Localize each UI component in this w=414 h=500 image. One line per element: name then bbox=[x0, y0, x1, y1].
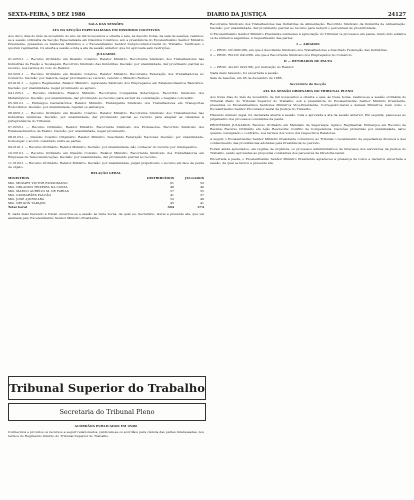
paragraph: 2 — PROC. RO-DC 0412/86, em que é Recorrente Sindicato dos Empregados no Comércio. bbox=[210, 53, 353, 58]
paragraph: 11.3103-1 — Recurso Ordinário. Relator Ministro. Decisão: por unanimidade, julgar prejudicado o recurso em face da perda de objeto. bbox=[8, 160, 204, 169]
paragraph: A seguir, o Excelentíssimo Senhor Ministro Presidente comunicou ao Tribunal o recebimento de expedientes diversos e deu conhecimento das providências adotadas pela Presidência no período. bbox=[210, 137, 406, 146]
distribution-col: MINISTROS bbox=[8, 176, 30, 181]
paragraph: Conhecidos e providos os recursos a seguir relacionados, publicam-se os acórdãos para ciência das partes interessadas, nos termos do Regimento Interno do Tribunal Superior do Trabalho. bbox=[8, 429, 204, 438]
left-heading-secondary: ATA DA SECÇÃO ESPECIALIZADA EM DISSÍDIOS COLETIVOS bbox=[52, 27, 160, 32]
cell: 40 bbox=[200, 184, 204, 189]
cell: Min. GUIMARÃES FALCÃO bbox=[8, 192, 52, 197]
cell: 274 bbox=[197, 205, 204, 210]
paragraph: 07.2233-1 — Recurso Ordinário. Relator Ministro. Recorrente Sindicato dos Professores. Recorrido Sindicato dos Estabelecimentos de Ensino. Decisão: por unanimidade, negar provimento. bbox=[8, 125, 204, 134]
header-page-number: 24127 bbox=[387, 12, 406, 18]
page-header bbox=[8, 4, 406, 19]
right-column bbox=[210, 22, 406, 167]
cell: 55 bbox=[200, 188, 204, 193]
paragraph: Aos cinco dias do mês de novembro do ano de mil novecentos e oitenta e seis, às dezoito horas, na sala de sessões, realizou-se a sessão ordinária da Secção Especializada em Dissídios Coletivos, sob a presidência do Excelentíssimo Senhor Ministro Presidente, presentes os Senhores Ministros e o Excelentíssimo Senhor Subprocurador-Geral do Trabalho. Verificado o quorum regimental, foi aberta a sessão e lida a ata da sessão anterior, que foi aprovada sem restrições. bbox=[8, 33, 204, 50]
cell: 41 bbox=[170, 192, 174, 197]
section-box bbox=[8, 403, 206, 421]
cell: 37 bbox=[200, 192, 204, 197]
section-box-text: Secretaria do Tribunal Pleno bbox=[59, 408, 155, 416]
paragraph: Encerrada a pauta, o Excelentíssimo Senhor Ministro Presidente agradeceu a presença de todos e declarou encerrada a sessão, da qual se lavrou a presente ata. bbox=[210, 156, 406, 166]
cell: Min. JOSÉ AJURICABA bbox=[8, 197, 44, 202]
paragraph: 05.3012-1 — Embargos Declaratórios. Relator Ministro. Embargante Sindicato dos Trabalhadores em Transportes Rodoviários. Decisão: por unanimidade, rejeitar os embargos. bbox=[8, 101, 204, 110]
left-column bbox=[8, 22, 204, 222]
paragraph: II — RETIRADOS DE PAUTA bbox=[283, 59, 333, 64]
distribution-title: RELAÇÃO GERAL bbox=[90, 170, 122, 175]
cell: 304 bbox=[167, 205, 174, 210]
paragraph: 10.3310-1 — Recurso Ordinário em Dissídio Coletivo. Relator Ministro. Recorrente Sindicato dos Trabalhadores em Empresas de Telecomunicações. Decisão: por unanimidade, dar provimento parcial ao recurso. bbox=[8, 150, 204, 159]
cell: Min. NELSON TAPAJÓS bbox=[8, 201, 46, 206]
paragraph: Aos treze dias do mês de novembro de mil novecentos e oitenta e seis, às treze horas, realizou-se a sessão ordinária do Tribunal Pleno do Tribunal Superior do Trabalho, sob a presidência do Excelentíssimo Senhor Ministro Presidente, presentes os Excelentíssimos Senhores Ministros Vice-Presidente, Corregedor-Geral e demais Ministros, bem como o Excelentíssimo Senhor Procurador-Geral da Justiça do Trabalho. bbox=[210, 94, 406, 112]
paragraph: Foram ainda apreciados, em regime de urgência, os processos administrativos de interesse dos servidores da Justiça do Trabalho, sendo aprovadas as propostas constantes dos pareceres da Diretoria-Geral. bbox=[210, 147, 406, 156]
paragraph: 02.3221-1 — Recurso Ordinário em Dissídio Coletivo. Relator Ministro. Recorrente Federação dos Trabalhadores no Comércio. Decisão: por maioria, negar provimento ao recurso, vencido o Ministro Revisor. bbox=[8, 71, 204, 80]
cell: Total Geral bbox=[8, 205, 28, 210]
left-bottom-text bbox=[8, 424, 204, 440]
paragraph: PROCESSOS JULGADOS: Recurso Ordinário em Mandado de Segurança; Agravo Regimental; Embargos em Recurso de Revista; Recurso Ordinário em Ação Rescisória; Conflito de Competência. Decisões proferidas por unanimidade, salvo quando consignado o contrário, nos termos dos votos dos respectivos Relatores. bbox=[210, 123, 406, 136]
paragraph: Havendo número legal, foi declarada aberta a sessão. Lida e aprovada a ata da sessão anterior. Em seguida, passou-se ao julgamento dos processos constantes da pauta. bbox=[210, 113, 406, 122]
closing-paragraph: E, nada mais havendo a tratar, encerrou-se a sessão às vinte horas, da qual eu, Secretário, lavrei a presente ata, que vai assinada pelo Excelentíssimo Senhor Ministro Presidente. bbox=[8, 211, 204, 220]
paragraph: 1 — PROC. DC-0001/86, em que é Suscitante Sindicato dos Trabalhadores e Suscitado Federação das Indústrias. bbox=[210, 47, 388, 52]
paragraph: O Excelentíssimo Senhor Ministro Presidente submeteu à apreciação do Tribunal os processos em pauta, tendo sido adiados os de números seguintes, a requerimento das partes. bbox=[210, 31, 406, 41]
paragraph: Sala de Sessões, em 05 de dezembro de 1986. bbox=[210, 76, 283, 81]
tst-banner bbox=[8, 376, 206, 400]
paragraph: 01.2253-1 — Recurso Ordinário em Dissídio Coletivo. Relator Ministro. Recorrente Sindicato dos Trabalhadores nas Indústrias de Fiação e Tecelagem. Recorrido Sindicato das Indústrias. Decisão: por unanimidade, dar provimento parcial ao recurso, nos termos do voto do Relator. bbox=[8, 57, 204, 70]
paragraph: I — ADIADOS bbox=[296, 41, 320, 46]
paragraph: 03.4101-1 — Agravo Regimental. Relator Ministro. Agravante Sindicato dos Empregados em Estabelecimentos Bancários. Decisão: por unanimidade, negar provimento ao agravo. bbox=[8, 81, 204, 90]
tst-banner-text: Tribunal Superior do Trabalho bbox=[9, 381, 205, 395]
cell: Min. MOZART VICTOR RUSSOMANO bbox=[8, 180, 68, 185]
paragraph: 1 — PROC. AG-DC 0221/86, por indicação do Relator. bbox=[210, 64, 294, 69]
cell: 52 bbox=[200, 180, 204, 185]
signature: Secretário da Secção bbox=[289, 82, 327, 87]
paragraph: JULGADOS bbox=[96, 51, 116, 56]
paragraph: 09.2101-1 — Recurso Ordinário. Relator Ministro. Decisão: por unanimidade, não conhecer do recurso por intempestivo. bbox=[8, 145, 198, 150]
cell: 48 bbox=[170, 184, 174, 189]
paragraph: Nada mais havendo, foi encerrada a sessão. bbox=[210, 70, 279, 75]
header-title: DIARIO DA JUSTIÇA bbox=[206, 12, 267, 18]
bottom-heading: ACÓRDÃOS PUBLICADOS EM 05/86 bbox=[74, 424, 138, 428]
paragraph: 04.1225-1 — Recurso Ordinário. Relator Ministro. Recorrente Companhia Siderúrgica. Recorrido Sindicato dos Metalúrgicos. Decisão: por unanimidade, dar provimento ao recurso para excluir da condenação o reajuste concedido. bbox=[8, 91, 204, 100]
cell: 57 bbox=[170, 188, 174, 193]
paragraph: 06.0031-1 — Recurso Ordinário em Dissídio Coletivo. Relator Ministro. Recorrente Sindicato dos Trabalhadores nas Indústrias Químicas. Decisão: por unanimidade, dar provimento parcial ao recurso para adaptar as cláusulas à jurisprudência do Tribunal. bbox=[8, 111, 204, 124]
cell: 52 bbox=[170, 197, 174, 202]
distribution-total bbox=[8, 205, 204, 209]
distribution-col: DISTRIBUÍDOS bbox=[146, 176, 174, 181]
header-date: SEXTA-FEIRA, 5 DEZ 1986 bbox=[8, 12, 86, 18]
cell: Min. MARCO AURÉLIO M. DE FARIAS bbox=[8, 188, 69, 193]
distribution-col: JULGADOS bbox=[185, 176, 204, 181]
paragraph: 08.0123-1 — Dissídio Coletivo Originário. Relator Ministro. Suscitante Federação Nacional. Decisão: por unanimidade, homologar o acordo celebrado entre as partes. bbox=[8, 135, 204, 144]
paragraph: Recorrente Sindicato dos Trabalhadores nas Indústrias de Alimentação. Recorrido Sindicato da Indústria de Alimentação. Decisão: por unanimidade, dar provimento parcial ao recurso para reduzir o percentual de produtividade. bbox=[210, 22, 406, 31]
cell: Min. ORLANDO TEIXEIRA DA COSTA bbox=[8, 184, 68, 189]
cell: 45 bbox=[170, 201, 174, 206]
cell: 41 bbox=[200, 201, 204, 206]
left-heading: SALA DAS SESSÕES bbox=[88, 22, 124, 26]
cell: 61 bbox=[170, 180, 174, 185]
cell: 49 bbox=[200, 197, 204, 202]
right-heading-secondary: ATA DA SESSÃO ORDINÁRIA DO TRIBUNAL PLENO bbox=[262, 89, 354, 94]
